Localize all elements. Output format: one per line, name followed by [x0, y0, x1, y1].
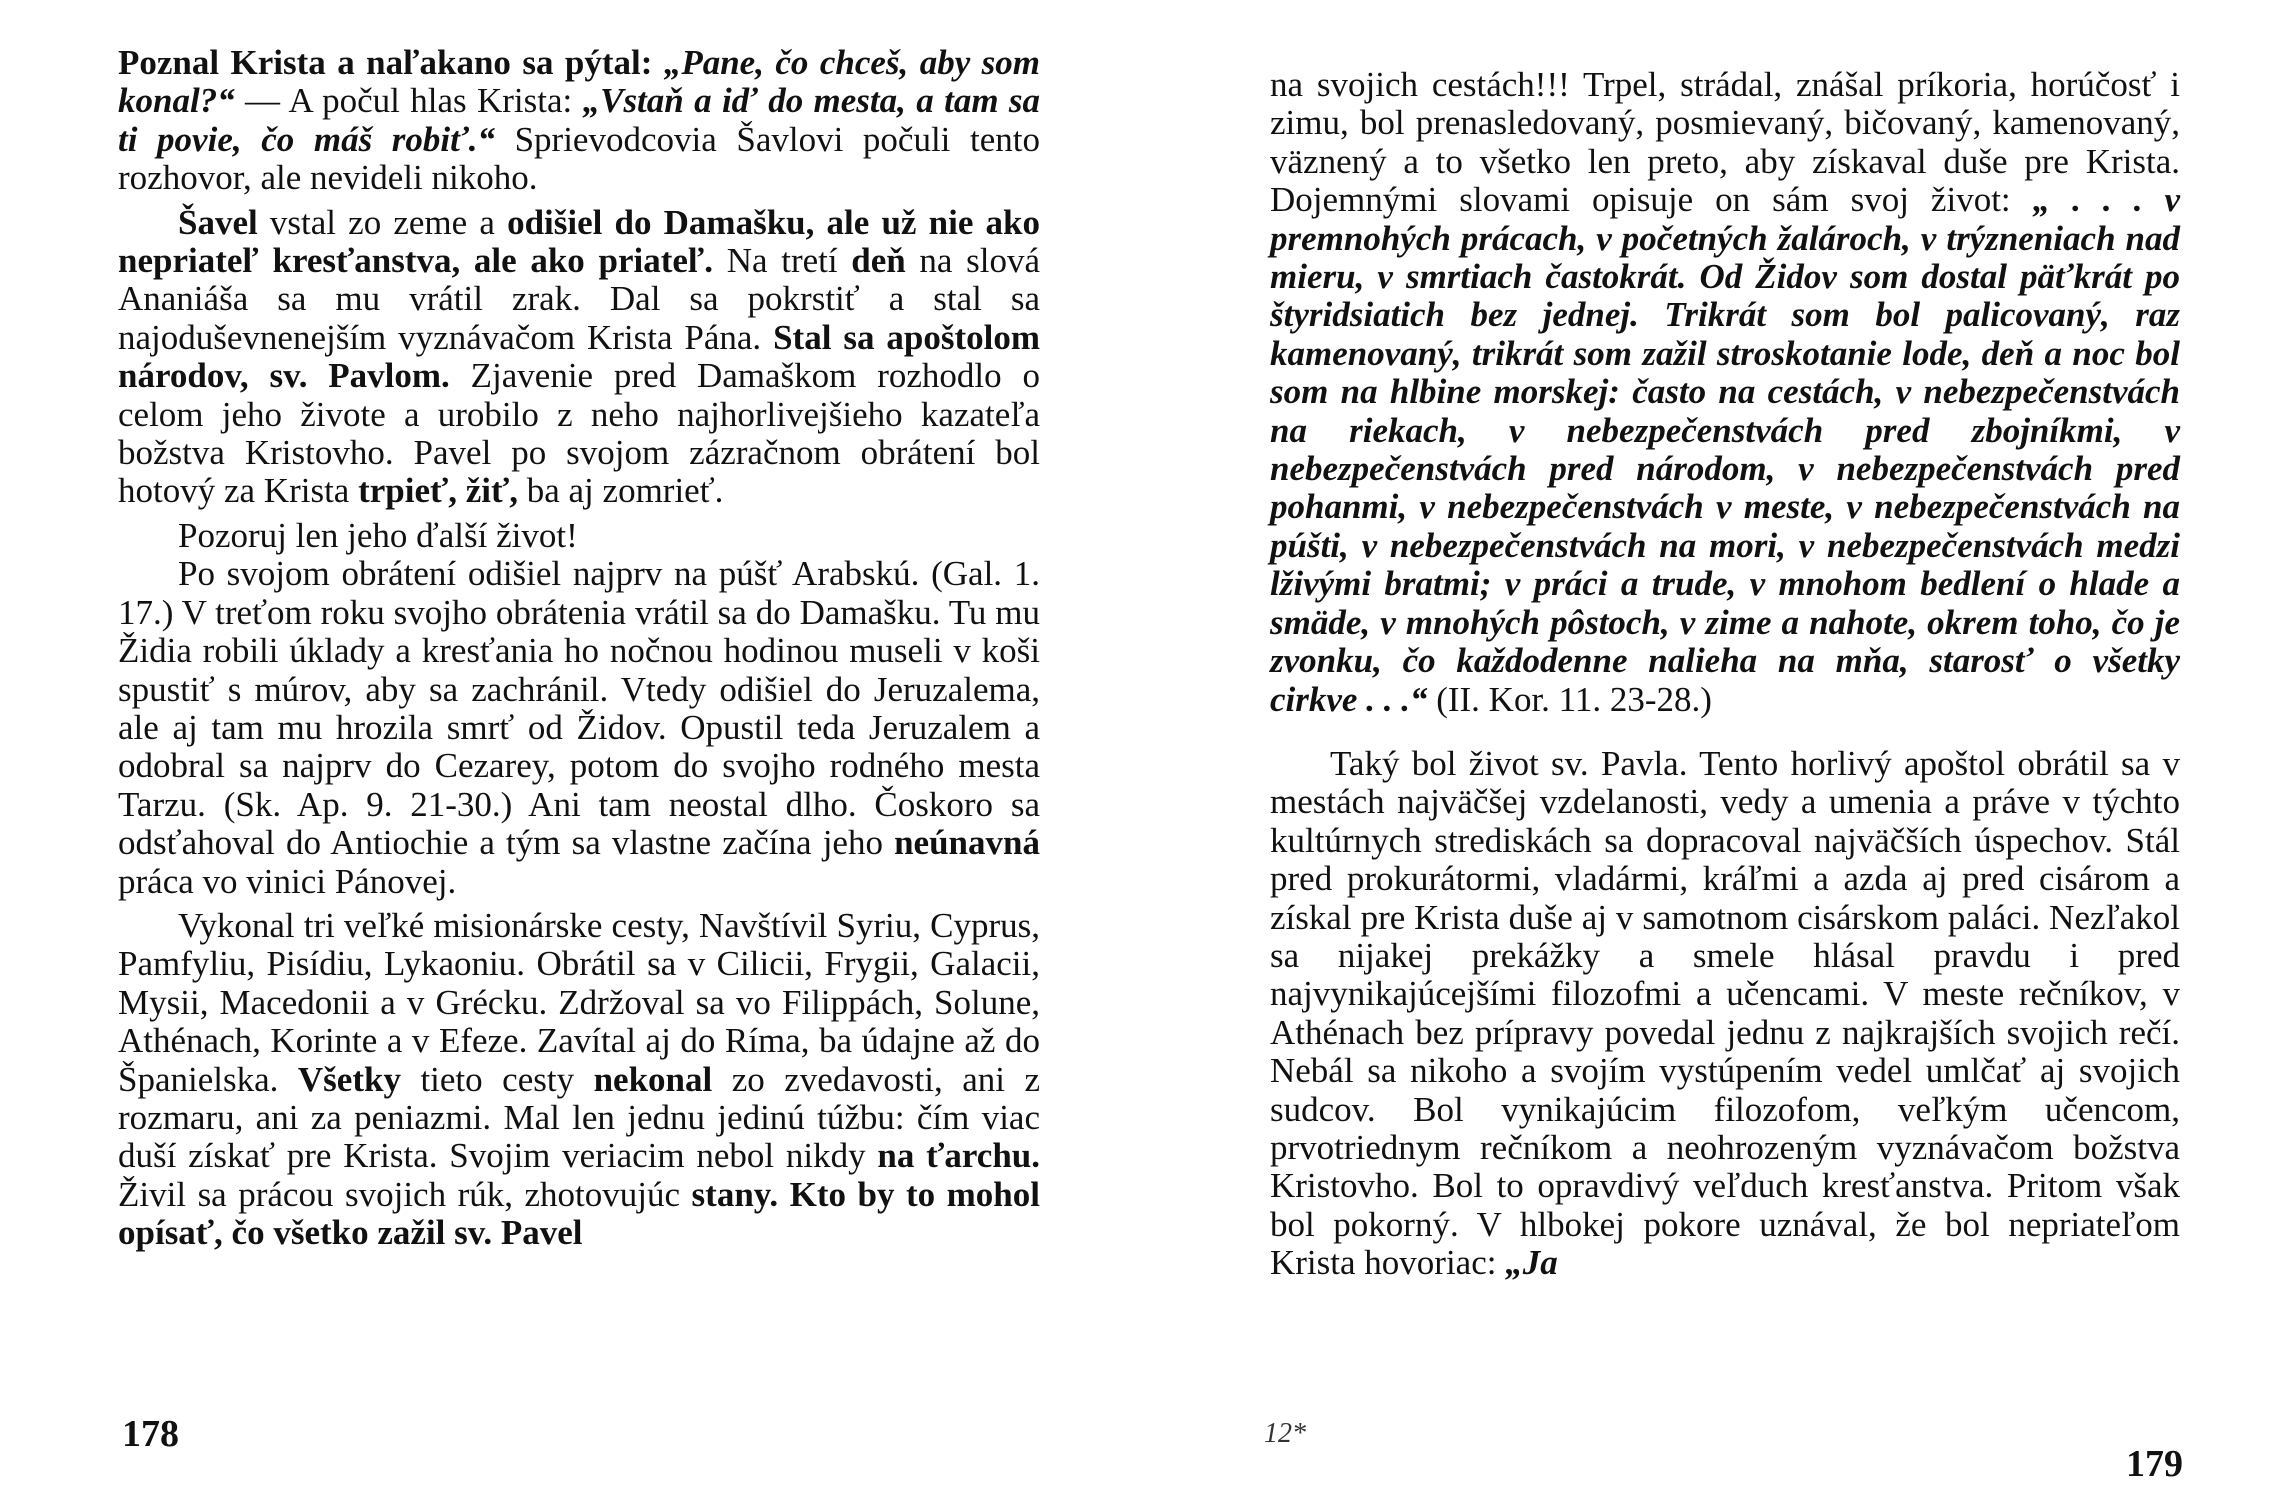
text-run: odišiel do Damašku, ale už nie ako nepriateľ kresťanstva, ale ako priateľ. — [118, 202, 1040, 281]
text-run: práca vo vinici Pánovej. — [118, 861, 457, 901]
text-run: Sprievodcovia Šavlovi počuli tento rozhovor, ale nevideli nikoho. — [118, 119, 1040, 198]
text-run: „ . . . v premnohých prácach, v početných žalároch, v trýzneniach nad mieru, v smrtiach častokrát. Od Židov som dostal päťkrát po štyridsiatich bez jednej. Trikrát som bol palicovaný, raz kamenovaný, trikrát som zažil stroskotanie lode, deň a noc bol som na hlbine morskej: často na cestách, v nebezpečenstvách na riekach, v nebezpečenstvách pred zbojníkmi, v nebezpečenstvách pred národom, v nebezpečenstvách pred pohanmi, v nebezpečenstvách v meste, v nebezpečenstvách na púšti, v nebezpečenstvách na mori, v nebezpečenstvách medzi lživými bratmi; v práci a trude, v mnohom bedlení o hlade a smäde, v mnohých pôstoch, v zime a nahote, okrem toho, čo je zvonku, čo každodenne nalieha na mňa, starosť o všetky cirkve . . .“ — [1270, 180, 2180, 719]
text-run: Šavel — [178, 202, 258, 242]
text-run: Živil sa prácou svojich rúk, zhotovujúc — [118, 1174, 692, 1214]
text-run: (II. Kor. 11. 23-28.) — [1427, 679, 1712, 719]
paragraph — [118, 204, 1040, 511]
text-run: Na tretí — [713, 241, 852, 281]
right-page — [1146, 0, 2292, 1500]
text-run: trpieť, žiť, — [358, 471, 518, 511]
page-number-left: 178 — [122, 1413, 179, 1455]
text-run: tieto cesty — [400, 1059, 594, 1099]
text-run: stany. Kto by to mohol opísať, čo všetko zažil sv. Pavel — [118, 1174, 1041, 1253]
text-run: zo zvedavosti, ani z rozmaru, ani za peniazmi. Mal len jednu jedinú túžbu: čím viac duší získať pre Krista. Svojim veriacim nebol nikdy — [118, 1059, 1040, 1176]
right-text-column — [1270, 66, 2180, 1283]
text-run: Stal sa apoštolom národov, sv. Pavlom. — [118, 317, 1040, 396]
text-run: nekonal — [593, 1059, 713, 1099]
text-run: Taký bol život sv. Pavla. Tento horlivý apoštol obrátil sa v mestách najväčšej vzdelanosti, vedy a umenia a práve v týchto kultúrnych strediskách sa dopracoval najväčších úspechov. Stál pred prokurátormi, vladármi, kráľmi a azda aj pred cisárom a získal pre Krista duše aj v samotnom cisárskom paláci. Nezľakol sa nijakej prekážky a smele hlásal pravdu i pred najvynikajúcejšími filozofmi a učencami. V meste rečníkov, v Athénach bez prípravy povedal jednu z najkrajších svojich rečí. Nebál sa nikoho a svojím vystúpením vedel umlčať aj svojich sudcov. Bol vynikajúcim filozofom, veľkým učencom, prvotriednym rečníkom a neohrozeným vyznávačom božstva Kristovho. Bol to opravdivý veľduch kresťanstva. Pritom však bol pokorný. V hlbokej pokore uznával, že bol nepriateľom Krista hovoriac: — [1270, 743, 2180, 1283]
text-run: — A počul hlas Krista: — [234, 81, 583, 121]
page-number-right: 179 — [2126, 1443, 2183, 1485]
text-run: „Ja — [1505, 1243, 1558, 1283]
text-run: Pozoruj len jeho ďalší život! — [178, 515, 578, 555]
text-run: Vykonal tri veľké misionárske cesty, Navštívil Syriu, Cyprus, Pamfyliu, Pisídiu, Lykaoniu. Obrátil sa v Cilicii, Frygii, Galacii, Mysii, Macedonii a v Grécku. Zdržoval sa vo Filippách, Solune, Athénach, Korinte a v Efeze. Zavítal aj do Ríma, ba údajne až do Španielska. — [118, 905, 1040, 1099]
text-run: Všetky — [297, 1059, 401, 1099]
paragraph — [118, 44, 1040, 198]
left-text-column — [118, 44, 1040, 1253]
paragraph — [1270, 66, 2180, 719]
text-run: neúnavná — [894, 823, 1040, 863]
text-run: deň — [851, 241, 906, 281]
paragraph — [118, 907, 1040, 1253]
signature-mark: 12* — [1264, 1418, 1306, 1449]
text-run: na ťarchu. — [877, 1136, 1040, 1176]
paragraph — [118, 555, 1040, 901]
text-run: Po svojom obrátení odišiel najprv na púšť Arabskú. (Gal. 1. 17.) V treťom roku svojho obrátenia vrátil sa do Damašku. Tu mu Židia robili úklady a kresťania ho nočnou hodinou museli v koši spustiť s múrov, aby sa zachránil. Vtedy odišiel do Jeruzalema, ale aj tam mu hrozila smrť od Židov. Opustil teda Jeruzalem a odobral sa najprv do Cezarey, potom do svojho rodného mesta Tarzu. (Sk. Ap. 9. 21-30.) Ani tam neostal dlho. Čoskoro sa odsťahoval do Antiochie a tým sa vlastne začína jeho — [118, 554, 1040, 863]
text-run: Poznal Krista a naľakano sa pýtal: — [118, 43, 664, 82]
paragraph — [118, 517, 1040, 555]
text-run: „Vstaň a iď do mesta, a tam sa ti povie, čo máš robiť.“ — [118, 81, 1041, 159]
text-run: na slová Ananiáša sa mu vrátil zrak. Dal sa pokrstiť a stal sa najoduševnenejším vyznávačom Krista Pána. — [118, 241, 1040, 357]
text-run: na svojich cestách!!! Trpel, strádal, znášal príkoria, horúčosť i zimu, bol prenasledovaný, posmievaný, bičovaný, kamenovaný, väznený a to všetko len preto, aby získaval duše pre Krista. Dojemnými slovami opisuje on sám svoj život: — [1270, 65, 2180, 220]
text-run: Zjavenie pred Damaškom rozhodlo o celom jeho živote a urobilo z neho najhorlivejšieho kazateľa božstva Kristovho. Pavel po svojom zázračnom obrátení bol hotový za Krista — [118, 356, 1040, 511]
text-run: „Pane, čo chceš, aby som konal?“ — [118, 43, 1040, 121]
text-run: vstal zo zeme a — [257, 202, 508, 242]
text-run: ba aj zomrieť. — [517, 471, 724, 511]
paragraph — [1270, 745, 2180, 1283]
